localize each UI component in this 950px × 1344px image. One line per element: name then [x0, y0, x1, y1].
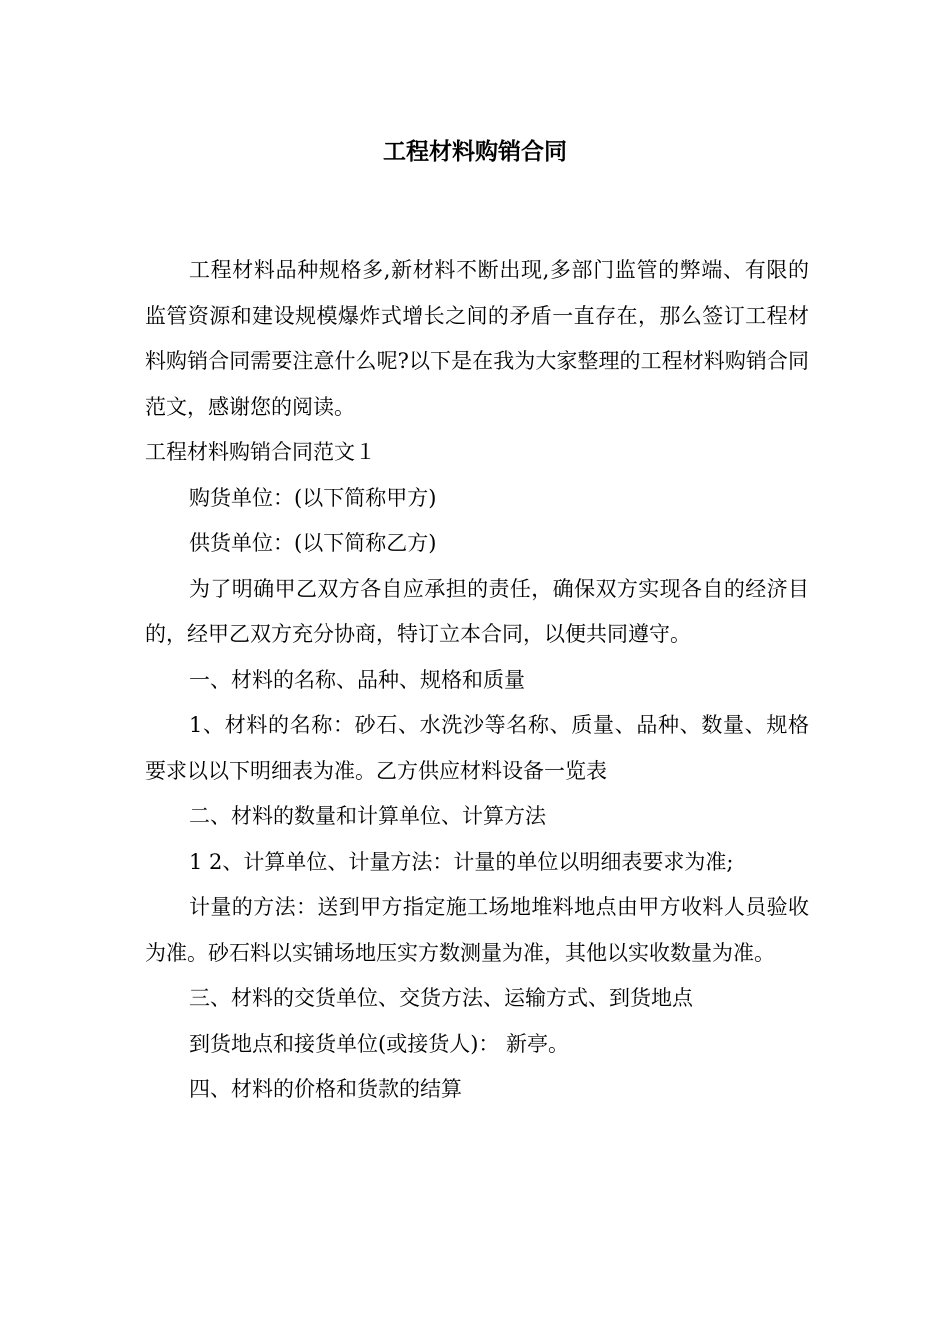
buyer-line: 购货单位：(以下简称甲方) [189, 485, 437, 510]
section-heading: 工程材料购销合同范文１ [145, 440, 376, 464]
clause-heading-2: 二、材料的数量和计算单位、计算方法 [189, 804, 546, 828]
clause-heading-4: 四、材料的价格和货款的结算 [189, 1077, 462, 1101]
purpose-paragraph: 为了明确甲乙双方各自应承担的责任，确保双方实现各自的经济目的，经甲乙双方充分协商，特订立本合同，以便共同遵守。 [145, 576, 809, 646]
document-body [145, 248, 809, 1113]
document-title: 工程材料购销合同 [383, 139, 567, 165]
supplier-line: 供货单位：(以下简称乙方) [189, 531, 437, 555]
clause-paragraph: 1 2、计算单位、计量方法：计量的单位以明细表要求为准; [189, 849, 734, 874]
clause-heading-3: 三、材料的交货单位、交货方法、运输方式、到货地点 [189, 986, 693, 1010]
intro-paragraph: 工程材料品种规格多,新材料不断出现,多部门监管的弊端、有限的监管资源和建设规模爆炸式增长之间的矛盾一直存在，那么签订工程材料购销合同需要注意什么呢?以下是在我为大家整理的工程材料购销合同范文，感谢您的阅读。 [145, 258, 809, 419]
clause-paragraph: 计量的方法：送到甲方指定施工场地堆料地点由甲方收料人员验收为准。砂石料以实铺场地压实方数测量为准，其他以实收数量为准。 [145, 895, 809, 965]
clause-paragraph: 1、材料的名称：砂石、水洗沙等名称、质量、品种、数量、规格要求以以下明细表为准。乙方供应材料设备一览表 [145, 713, 809, 783]
clause-paragraph: 到货地点和接货单位(或接货人)： 新亭。 [189, 1031, 570, 1056]
clause-heading-1: 一、材料的名称、品种、规格和质量 [189, 667, 525, 692]
